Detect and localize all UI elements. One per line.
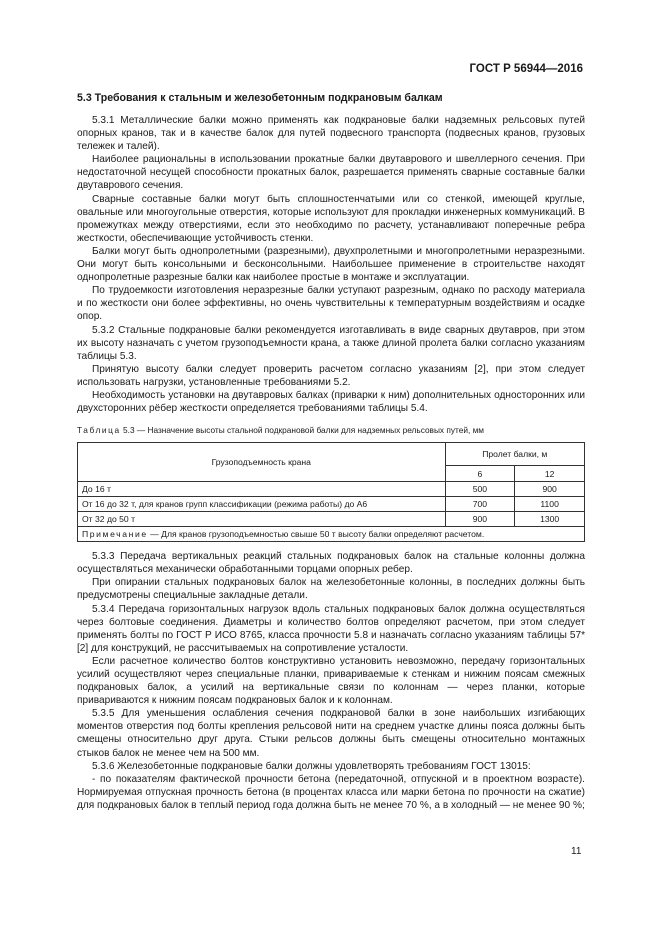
paragraph: 5.3.5 Для уменьшения ослабления сечения подкрановой балки в зоне наибольших изгибающих моментов отверстия под болты крепления рельсовой нити на среднем участке длины пояса должны быть смещены относительно друг друга. Стыки рельсов должны быть смещены относительно монтажных стыков балок не менее чем на 500 мм.: [77, 708, 585, 759]
row-label: От 16 до 32 т, для кранов групп классификации (режима работы) до А6: [78, 497, 446, 512]
table-caption: [77, 425, 585, 436]
paragraph: Необходимость установки на двутавровых балках (приварки к ним) дополнительных односторонних или двухсторонних рёбер жесткости определяется требованиями таблицы 5.4.: [77, 389, 585, 415]
paragraph: 5.3.1 Металлические балки можно применять как подкрановые балки надземных рельсовых путей опорных кранов, так и в качестве балок для путей подвесного транспорта (подвесных кранов, грузовых тележек и талей).: [77, 115, 585, 153]
header-span-12: 12: [515, 466, 585, 482]
table-note-row: [78, 527, 585, 542]
table-row: [78, 482, 585, 497]
page-number: 11: [571, 846, 582, 857]
paragraph: Наиболее рациональны в использовании прокатные балки двутаврового и швеллерного сечения. При недостаточной несущей способности прокатных балок, разрешается применять сварные составные балки двутаврового сечения.: [77, 154, 585, 192]
paragraph: 5.3.3 Передача вертикальных реакций стальных подкрановых балок на стальные колонны должна осуществляться механически обработанными торцами опорных ребер.: [77, 551, 585, 576]
document-code: ГОСТ Р 56944—2016: [469, 63, 583, 75]
paragraph: - по показателям фактической прочности бетона (передаточной, отпускной и в проектном возрасте). Нормируемая отпускная прочность бетона (в процентах класса или марки бетона по прочности на сжатие) для подкрановых балок в теплый период года должна быть не менее 70 %, а в холодный — не менее 90 %;: [77, 773, 585, 811]
row-value-12: 1100: [515, 497, 585, 512]
paragraph: Балки могут быть однопролетными (разрезными), двухпролетными и многопролетными неразрезными. Они могут быть консольными и бесконсольными. Наибольшее применение в строительстве находят однопролетные разрезные балки как наиболее простые в монтаже и эксплуатации.: [77, 245, 585, 284]
paragraph: 5.3.6 Железобетонные подкрановые балки должны удовлетворять требованиям ГОСТ 13015:: [92, 760, 531, 772]
row-value-12: 1300: [515, 512, 585, 527]
beam-height-table: [77, 442, 585, 542]
paragraph: При опирании стальных подкрановых балок на железобетонные колонны, в последних должны быть предусмотрены специальные закладные детали.: [77, 577, 585, 602]
row-value-6: 500: [445, 482, 515, 497]
page-content: [77, 92, 585, 812]
table-row: [78, 497, 585, 512]
header-span-6: 6: [445, 466, 515, 482]
paragraph: 5.3.2 Стальные подкрановые балки рекомендуется изготавливать в виде сварных двутавров, при этом их высоту назначать с учетом грузоподъемности крана, а также длиной пролета балки согласно указаниям таблицы 5.3.: [77, 324, 585, 362]
table-row: [78, 512, 585, 527]
section-title: 5.3 Требования к стальным и железобетонным подкрановым балкам: [77, 92, 443, 104]
table-note: [78, 527, 585, 542]
note-text: — Для кранов грузоподъемностью свыше 50 т высоту балки определяют расчетом.: [147, 529, 485, 540]
header-capacity: Грузоподъемность крана: [78, 443, 446, 482]
table-caption-text: 5.3 — Назначение высоты стальной подкрановой балки для надземных рельсовых путей, мм: [120, 425, 485, 436]
paragraph: Принятую высоту балки следует проверить расчетом согласно указаниям [2], при этом следует использовать нагрузки, установленные требованиями 5.2.: [77, 363, 585, 388]
row-label: До 16 т: [78, 482, 446, 497]
row-value-12: 900: [515, 482, 585, 497]
row-value-6: 900: [445, 512, 515, 527]
paragraph: 5.3.4 Передача горизонтальных нагрузок вдоль стальных подкрановых балок должна осуществляться через болтовые соединения. Диаметры и количество болтов определяют расчетом, при этом следует применять болты по ГОСТ Р ИСО 8765, класса прочности 5.8 и назначать согласно указаниям таблицы 57* [2] для конструкций, не рассчитываемых на сопротивление усталости.: [77, 603, 585, 654]
row-label: От 32 до 50 т: [78, 512, 446, 527]
paragraph: По трудоемкости изготовления неразрезные балки уступают разрезным, однако по расходу материала и по жесткости они более эффективны, но очень чувствительны к температурным воздействиям и осадке опор.: [77, 285, 585, 323]
row-value-6: 700: [445, 497, 515, 512]
note-prefix: Примечание: [82, 529, 148, 540]
paragraph: Если расчетное количество болтов конструктивно установить невозможно, передачу горизонтальных усилий осуществляют через специальные планки, привариваемые к стенкам и нижним поясам смежных подкрановых балок, а усилий на вертикальные связи по колоннам — через планки, которые привариваются к нижним поясам подкрановых балок и к колоннам.: [77, 655, 585, 707]
header-span: Пролет балки, м: [445, 443, 584, 466]
table-caption-prefix: Таблица: [77, 425, 121, 436]
paragraph: Сварные составные балки могут быть сплошностенчатыми или со стенкой, имеющей круглые, овальные или многоугольные отверстия, которые используют для прокладки инженерных коммуникаций. В промежутках между отверстиями, если это необходимо по расчету, устанавливают поперечные ребра жесткости, обеспечивающие устойчивость стенки.: [77, 193, 585, 244]
